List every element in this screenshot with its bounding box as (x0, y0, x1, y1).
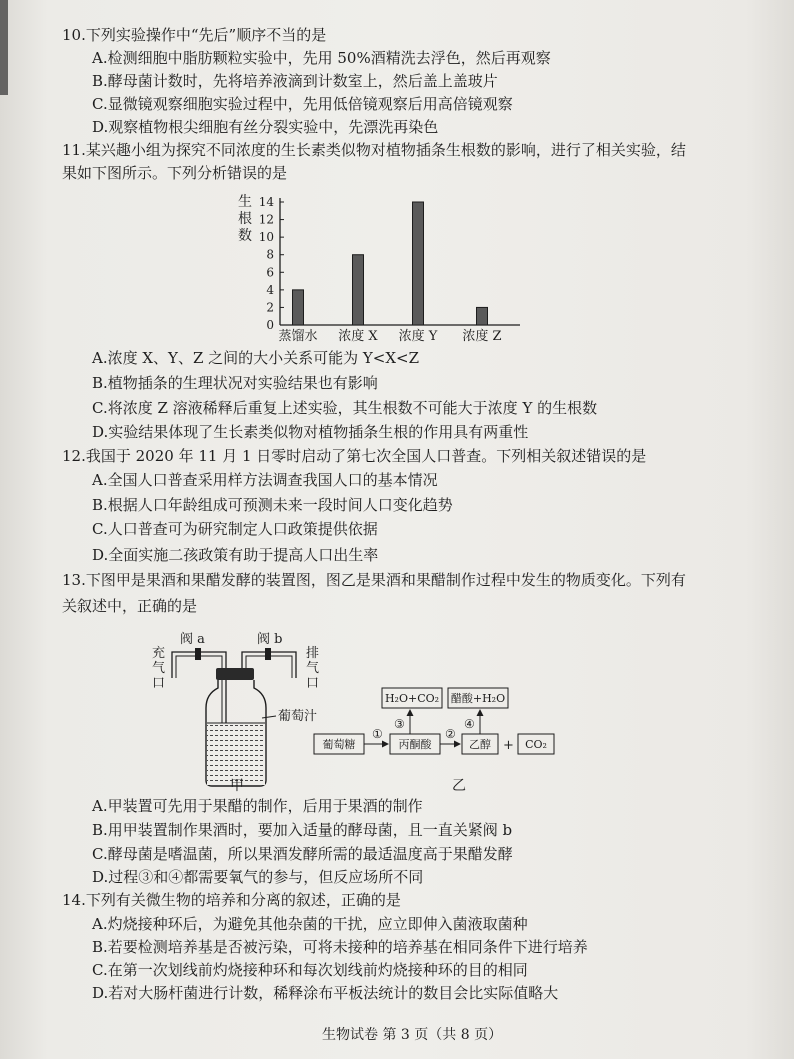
valve-b (265, 648, 271, 660)
q13-stem-line2: 关叙述中，正确的是 (62, 597, 198, 615)
q12-stem: 12.我国于 2020 年 11 月 1 日零时启动了第七次全国人口普查。下列相关叙述错误的是 (62, 447, 647, 465)
y-label-char: 根 (238, 211, 252, 227)
y-axis-label (238, 193, 252, 244)
step-3: ③ (394, 717, 405, 731)
y-tick-label: 14 (258, 195, 274, 209)
juice-pointer (262, 716, 276, 718)
y-tick-label: 4 (266, 282, 274, 297)
inlet-label-char: 气 (152, 661, 166, 676)
step-4: ④ (464, 717, 475, 731)
q12-option-b: B.根据人口年龄组成可预测未来一段时间人口变化趋势 (92, 496, 453, 514)
y-tick-label: 8 (266, 247, 274, 262)
inlet-label-char: 充 (152, 646, 166, 661)
q14-option-c: C.在第一次划线前灼烧接种环和每次划线前灼烧接种环的目的相同 (92, 961, 528, 979)
q11-option-a: A.浓度 X、Y、Z 之间的大小关系可能为 Y<X<Z (92, 349, 420, 367)
q14-option-d: D.若对大肠杆菌进行计数，稀释涂布平板法统计的数目会比实际值略大 (92, 984, 559, 1002)
valve-a (195, 648, 201, 660)
metabolic-pathway-figure (322, 686, 570, 798)
pyruvate-text: 丙酮酸 (398, 738, 432, 751)
x-category-label: 浓度 X (338, 329, 378, 344)
inlet-label-char: 口 (152, 676, 166, 691)
q11-option-d: D.实验结果体现了生长素类似物对植物插条生根的作用具有两重性 (92, 423, 529, 441)
q13-option-a: A.甲装置可先用于果醋的制作，后用于果酒的制作 (92, 797, 423, 815)
q11-option-c: C.将浓度 Z 溶液稀释后重复上述实验，其生根数不可能大于浓度 Y 的生根数 (92, 399, 598, 417)
y-label-char: 生 (238, 194, 252, 210)
q10-option-a: A.检测细胞中脂肪颗粒实验中，先用 50%酒精洗去浮色，然后再观察 (92, 49, 551, 67)
glucose-text: 葡萄糖 (322, 738, 356, 751)
q10-option-d: D.观察植物根尖细胞有丝分裂实验中，先漂洗再染色 (92, 118, 439, 136)
page-edge-shadow (0, 0, 8, 95)
q14-option-b: B.若要检测培养基是否被污染，可将未接种的培养基在相同条件下进行培养 (92, 938, 588, 956)
q13-option-b: B.用甲装置制作果酒时，要加入适量的酵母菌，且一直关紧阀 b (92, 821, 513, 839)
x-category-label: 蒸馏水 (278, 329, 318, 344)
step-2: ② (445, 727, 456, 741)
bottle-cap (216, 668, 254, 680)
h2o-co2-text: H₂O+CO₂ (384, 692, 440, 705)
y-tick-label: 10 (258, 230, 274, 245)
valve-a-label: 阀 a (180, 632, 205, 647)
q13-stem-line1: 13.下图甲是果酒和果醋发酵的装置图，图乙是果酒和果醋制作过程中发生的物质变化。下列有 (62, 571, 686, 589)
valve-b-label: 阀 b (257, 632, 283, 647)
y-tick-label: 12 (258, 212, 274, 227)
step-1: ① (372, 727, 383, 741)
q12-option-a: A.全国人口普查采用样方法调查我国人口的基本情况 (92, 471, 438, 489)
q12-option-c: C.人口普查可为研究制定人口政策提供依据 (92, 520, 378, 538)
bar-1 (353, 255, 364, 325)
grape-juice-label: 葡萄汁 (278, 709, 318, 724)
acetic-h2o-text: 醋酸+H₂O (450, 692, 506, 705)
ethanol-text: 乙醇 (469, 738, 491, 751)
q13-option-d: D.过程③和④都需要氧气的参与，但反应场所不同 (92, 868, 424, 886)
q11-stem-line2: 果如下图所示。下列分析错误的是 (62, 164, 288, 182)
q10-option-c: C.显微镜观察细胞实验过程中，先用低倍镜观察后用高倍镜观察 (92, 95, 513, 113)
y-label-char: 数 (238, 228, 252, 244)
q13-option-c: C.酵母菌是嗜温菌，所以果酒发酵所需的最适温度高于果醋发酵 (92, 845, 513, 863)
figure-jia-caption: 甲 (230, 778, 244, 794)
q10-stem: 10.下列实验操作中“先后”顺序不当的是 (62, 26, 327, 44)
bar-chart (230, 192, 530, 352)
page-footer: 生物试卷 第 3 页（共 8 页） (322, 1027, 503, 1043)
bar-2 (413, 202, 424, 325)
y-tick-label: 0 (266, 318, 274, 332)
bar-0 (293, 290, 304, 325)
outlet-label-char: 排 (306, 646, 320, 661)
q14-option-a: A.灼烧接种环后，为避免其他杂菌的干扰，应立即伸入菌液取菌种 (92, 915, 528, 933)
plus-sign: + (503, 738, 514, 753)
outlet-label-char: 气 (306, 661, 320, 676)
q11-stem-line1: 11.某兴趣小组为探究不同浓度的生长素类似物对植物插条生根数的影响，进行了相关实验，结 (62, 141, 686, 159)
x-category-label: 浓度 Y (398, 329, 438, 344)
bar-3 (477, 307, 488, 325)
q14-stem: 14.下列有关微生物的培养和分离的叙述，正确的是 (62, 891, 401, 909)
y-tick-label: 6 (266, 265, 274, 280)
fermentation-apparatus-figure (150, 628, 320, 798)
figure-yi-caption: 乙 (452, 778, 466, 794)
outlet-label-char: 口 (306, 676, 320, 691)
q10-option-b: B.酵母菌计数时，先将培养液滴到计数室上，然后盖上盖玻片 (92, 72, 498, 90)
q11-option-b: B.植物插条的生理状况对实验结果也有影响 (92, 374, 378, 392)
grape-juice (207, 723, 265, 785)
y-tick-label: 2 (266, 300, 274, 315)
co2-text: CO₂ (525, 738, 547, 751)
q12-option-d: D.全面实施二孩政策有助于提高人口出生率 (92, 546, 379, 564)
x-category-label: 浓度 Z (462, 329, 502, 344)
